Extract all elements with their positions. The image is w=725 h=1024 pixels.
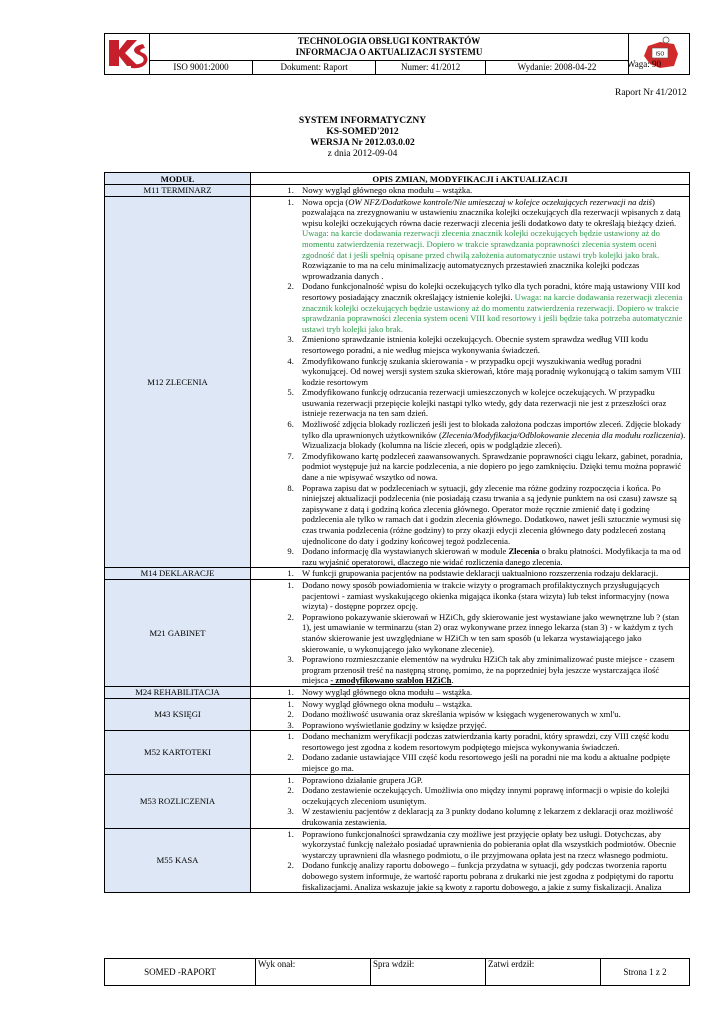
list-item: 3. W zestawieniu pacjentów z deklaracją za 3 punkty dodano kolumnę z lekarzem z deklaracji oraz możliwość drukowania zestawienia. — [296, 806, 686, 827]
list-item: 1. Poprawiono funkcjonalności sprawdzania czy możliwe jest przyjęcie opłaty bez usługi. Dotychczas, aby wykorzystać funkcję należało posiadać uprawnienia do pobierania opłat dla wszystkich podmiotów. Obecnie wystarczy uprawnieni dla własnego podmiotu, o ile przyjmowana opłata jest na rzecz własnego podmiotu. — [296, 829, 686, 861]
module-m11: M11 TERMINARZ — [105, 185, 251, 197]
footer-approved-by: Zatwi erdził: — [486, 959, 601, 986]
module-name: Zlecenia — [508, 546, 540, 557]
changes-table — [104, 172, 690, 893]
list-item: 5. Zmodyfikowano funkcję odrzucania rezerwacji umieszczonych w kolejce oczekujących. W przypadku usuwania rezerwacji przepięcie kolejki nastąpi tylko wtedy, gdy data rezerwacji nie jest z przeszłości oraz istnieje rezerwacja na ten sam dzień. — [296, 387, 686, 419]
text: Możliwość zdjęcia blokady rozliczeń jeśli jest to blokada założona podczas importów zleceń. Zdjęcie blokady tylko dla uprawnionych użytkowników ( — [302, 419, 681, 440]
col-module-header: MODUŁ — [105, 173, 251, 185]
weight-label: Waga: 90 — [627, 59, 662, 69]
list-item — [296, 197, 686, 282]
m52-changes — [251, 731, 690, 774]
footer-table — [104, 958, 690, 986]
list-item — [296, 654, 686, 686]
list-item: 1. Poprawiono działanie grupera JGP. — [296, 775, 686, 786]
ks-logo — [105, 34, 150, 75]
m43-changes — [251, 698, 690, 731]
option-path: Zlecenia/Modyfikacja/Odblokowanie zlecenia dla modułu rozliczenia — [441, 429, 681, 440]
doc-number-label: Numer: 41/2012 — [376, 60, 486, 74]
text: o braku płatności. Modyfikacja ta ma od razu wyjaśnić operatorowi, dlaczego nie widać rozliczenia danego zlecenia. — [302, 546, 681, 567]
list-item: 2. Dodano możliwość usuwania oraz skreślania wpisów w księgach wygenerowanych w xml'u. — [296, 709, 686, 720]
header-title — [150, 34, 629, 61]
text: Dodano funkcjonalność wpisu do kolejki oczekujących tylko dla tych poradni, które mają ustawiony VIII kod resortowy posiadający znacznik określający istnienie kolejki. — [302, 281, 681, 302]
system-line3: WERSJA Nr 2012.03.0.02 — [310, 138, 415, 148]
module-m14: M14 DEKLARACJE — [105, 568, 251, 580]
list-item — [296, 281, 686, 334]
list-item: 2. Dodano funkcję analizy raportu dobowego – funkcja przydatna w sytuacji, gdy podczas tworzenia raportu dobowego system informuje, że wartość raportu pobrana z drukarki nie jest zgodna z podpiętymi do raportu fiskalizacjami. Analiza wskazuje jakie są kwoty z raportu dobowego, a jakie z sumy fiskalizacji. Analiza — [296, 860, 686, 892]
module-m24: M24 REHABILITACJA — [105, 686, 251, 698]
module-m21: M21 GABINET — [105, 579, 251, 686]
col-changes-header: OPIS ZMIAN, MODYFIKACJI i AKTUALIZACJI — [251, 173, 690, 185]
list-item: 1. Nowy wygląd głównego okna modułu – wstążka. — [296, 185, 686, 196]
m53-changes — [251, 774, 690, 828]
module-m43: M43 KSIĘGI — [105, 698, 251, 731]
footer-executed-by: Wyk onał: — [256, 959, 371, 986]
list-item — [296, 419, 686, 451]
text: Poprawiono rozmieszczanie elementów na wydruku HZiCh tak aby zminimalizować puste miejsce - czasem program przenosił treść na następną stronę, pomimo, że na poprzedniej była jeszcze wystarczająca ilość miejsca — [302, 654, 675, 686]
system-date: z dnia 2012-09-04 — [327, 149, 398, 159]
list-item: 1. W funkcji grupowania pacjentów na podstawie deklaracji uaktualniono rozszerzenia rodzaju deklaracji. — [296, 568, 686, 579]
doc-type-label: Dokument: Raport — [252, 60, 375, 74]
list-item: 1. Dodano mechanizm weryfikacji podczas zatwierdzania karty poradni, który sprawdzi, czy VIII część kodu resortowego jest zgodna z kodem resortowym podpiętego miejsca wykonywania świadczeń. — [296, 731, 686, 752]
note-text: Uwaga: na karcie dodawania rezerwacji zlecenia znacznik kolejki oczekujących będzie ustawiony aż do momentu zatwierdzenia rezerwacji. Dopiero w trakcie sprawdzania poprawności zlecenia system oceni VIII kod resortowy i jeśli będzie taka potrzeba automatycznie ustawi tryb kolejki jako brak. — [302, 291, 683, 334]
system-info — [0, 116, 725, 160]
m21-changes — [251, 579, 690, 686]
template-note: - zmodyfikowano szablon HZiCh — [330, 675, 452, 686]
ks-logo-icon — [105, 34, 149, 72]
list-item: 1. Dodano nowy sposób powiadomienia w trakcie wizyty o programach profilaktycznych przysługujących pacjentowi - zamiast wyskakującego okienka migająca ikonka (stara wizyta) lub tekst informacyjny (nowa wizyta) - dostępne poprzez opcję. — [296, 580, 686, 612]
m55-changes — [251, 828, 690, 893]
header-title-line2: INFORMACJA O AKTUALIZACJI SYSTEMU — [295, 46, 483, 57]
system-line2: KS-SOMED'2012 — [326, 127, 399, 137]
list-item: 7. Zmodyfikowano kartę podzleceń zaawansowanych. Sprawdzanie poprawności ciągu lekarz, gabinet, poradnia, podmiot występuje już na karcie podzlecenia, a nie dopiero po jego zamknięciu. Dzięki temu można poprawić dane a nie wpisywać wszytko od nowa. — [296, 451, 686, 483]
m11-changes — [251, 185, 690, 197]
footer-page-number: Strona 1 z 2 — [601, 959, 690, 986]
text: ) pozwalająca na zrezygnowaniu w ustawieniu znacznika kolejki oczekujących dla rezerwacji wpisanych z datą wpisu kolejki oczekujących równa dacie rezerwacji zlecenia jeśli dodatkowo daty te określają bieżący dzień. — [302, 196, 681, 228]
m14-changes — [251, 568, 690, 580]
list-item: 1. Nowy wygląd głównego okna modułu – wstążka. — [296, 699, 686, 710]
text: ). Wizualizacja blokady (kolumna na liście zleceń, opis w podglądzie zleceń). — [302, 429, 686, 451]
issued-label: Wydanie: 2008-04-22 — [486, 60, 629, 74]
option-path: OW NFZ/Dodatkowe kontrole/Nie umieszczaj w kolejce oczekujących rezerwacji na dziś — [348, 196, 652, 207]
text: . — [451, 675, 454, 686]
module-m12: M12 ZLECENIA — [105, 196, 251, 568]
footer-doc-name: SOMED -RAPORT — [105, 959, 256, 986]
system-line1: SYSTEM INFORMATYCZNY — [298, 116, 427, 126]
header-title-line1: TECHNOLOGIA OBSŁUGI KONTRAKTÓW — [297, 35, 481, 46]
footer-checked-by: Spra wdził: — [371, 959, 486, 986]
text: Dodano informację dla wystawianych skierowań w module — [302, 546, 509, 557]
m12-changes — [251, 196, 690, 568]
list-item: 2. Poprawiono pokazywanie skierowań w HZiCh, gdy skierowanie jest wystawiane jako wewnętrzne lub ? (stan 1), jest umawianie w terminarzu (stan 2) oraz wykonywane przez innego lekarza (stan 3) - w każdym z tych stanów skierowanie jest uwzględniane w HZiCh w ten sam sposób (u lekarza wystawiającego jako skierowanie, u wykonującego jako wykonane zlecenie). — [296, 612, 686, 654]
list-item: 3. Zmieniono sprawdzanie istnienia kolejki oczekujących. Obecnie system sprawdza według VIII kodu resortowego poradni, a nie według miejsca wykonywania świadczeń. — [296, 334, 686, 355]
note-text: Uwaga: na karcie dodawania rezerwacji zlecenia znacznik kolejki oczekujących będzie ustawiony aż do momentu zatwierdzenia rezerwacji. Dopiero w trakcie sprawdzania poprawności zlecenia system oceni zgodność dat i jeśli spełnią opisane przed chwilą założenia automatycznie ustawi tryb kolejki jako brak. — [302, 228, 660, 260]
header-table — [104, 33, 690, 75]
list-item — [296, 546, 686, 567]
list-item: 1. Nowy wygląd głównego okna modułu – wstążka. — [296, 687, 686, 698]
list-item: 4. Zmodyfikowano funkcję szukania skierowania - w przypadku opcji wyszukiwania według poradni wykonującej. Od nowej wersji system szuka skierowań, które mają poradnię wykonującą o takim samym VIII kodzie resortowym — [296, 356, 686, 388]
list-item: 2. Dodano zestawienie oczekujących. Umożliwia ono między innymi poprawę informacji o wpisie do kolejki oczekujących zleceniom usuniętym. — [296, 785, 686, 806]
text: Nowa opcja ( — [302, 196, 349, 207]
m24-changes — [251, 686, 690, 698]
list-item: 2. Dodano zadanie ustawiające VIII część kodu resortowego jeśli na poradni nie ma kodu a aktualne podpięte miejsce go ma. — [296, 752, 686, 773]
list-item: 3. Poprawiono wyświetlanie godziny w księdze przyjęć. — [296, 720, 686, 731]
module-m55: M55 KASA — [105, 828, 251, 893]
iso-label: ISO 9001:2000 — [150, 60, 253, 74]
module-m53: M53 ROZLICZENIA — [105, 774, 251, 828]
text: Rozwiązanie to ma na celu minimalizację automatycznych przestawień znacznika kolejki podczas wprowadzania danych . — [302, 260, 640, 281]
module-m52: M52 KARTOTEKI — [105, 731, 251, 774]
report-number: Raport Nr 41/2012 — [615, 88, 687, 98]
svg-text:ISO: ISO — [655, 51, 665, 58]
list-item: 8. Poprawa zapisu dat w podzleceniach w sytuacji, gdy zlecenie ma różne godziny rozpoczęcia i końca. Po niniejszej aktualizacji podzlecenia (nie posiadają czasu trwania a są jedynie punktem na osi czasu) zawsze są zapisywane z datą i godziną końca zlecenia głównego. Operator może ręcznie zmienić datę i godzinę podzlecenia ale tylko w ramach dat i godzin zlecenia głównego. Dodatkowo, nawet jeśli sztucznie wymusi się czas trwania podzlecenia (różne godziny) to przy okazji edycji zlecenia głównego daty podzleceń zostaną ujednolicone do daty i godziny końcowej tegoż podzlecenia. — [296, 483, 686, 547]
